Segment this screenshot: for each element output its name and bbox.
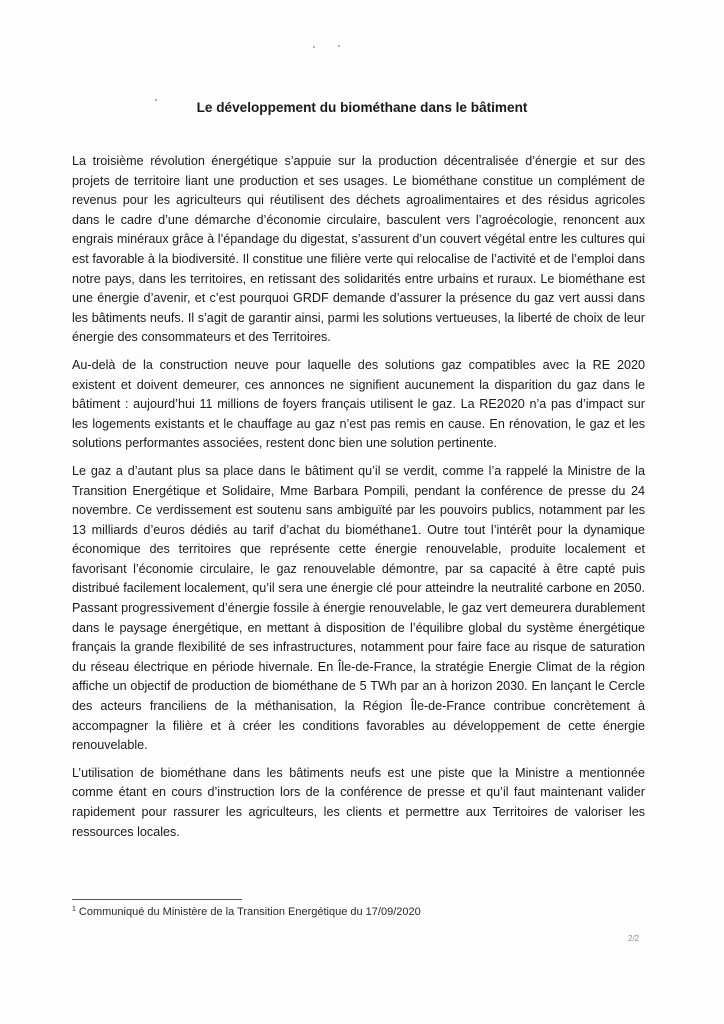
footnote-text: Communiqué du Ministère de la Transition Energétique du 17/09/2020 bbox=[78, 906, 421, 918]
scan-speck bbox=[313, 46, 315, 48]
scan-speck bbox=[338, 45, 340, 47]
footnote-marker: 1 bbox=[72, 906, 76, 913]
paragraph-1: La troisième révolution énergétique s’appuie sur la production décentralisée d’énergie et sur des projets de territoire liant une production et ses usages. Le biométhane constitue un complément de revenus pour les agriculteurs qui réutilisent des déchets agroalimentaires et des résidus agricoles dans le cadre d’une démarche d’économie circulaire, basculent vers l’agroécologie, renoncent aux engrais minéraux grâce à l’épandage du digestat, s’assurent d’un couvert végétal entre les cultures qui est favorable à la biodiversité. Il constitue une filière verte qui relocalise de l’activité et de l’emploi dans notre pays, dans les territoires, en retissant des solidarités entre urbains et ruraux. Le biométhane est une énergie d’avenir, et c’est pourquoi GRDF demande d’assurer la présence du gaz vert aussi dans les bâtiments neufs. Il s’agit de garantir ainsi, parmi les solutions vertueuses, la liberté de choix de leur énergie des consommateurs et des Territoires. bbox=[72, 154, 645, 345]
footnote bbox=[72, 906, 421, 918]
paragraph-3: Le gaz a d’autant plus sa place dans le bâtiment qu’il se verdit, comme l’a rappelé la Ministre de la Transition Energétique et Solidaire, Mme Barbara Pompili, pendant la conférence de presse du 24 novembre. Ce verdissement est soutenu sans ambiguïté par les pouvoirs publics, notamment par les 13 milliards d’euros dédiés au tarif d’achat du biométhane1. Outre tout l’intérêt pour la dynamique économique des territoires que représente cette énergie renouvelable, produite localement et favorisant l’économie circulaire, le gaz renouvelable démontre, par sa capacité à être capté puis distribué facilement localement, qu’il sera une énergie clé pour atteindre la neutralité carbone en 2050. Passant progressivement d’énergie fossile à énergie renouvelable, le gaz vert demeurera durablement dans le paysage énergétique, en mettant à disposition de l’équilibre global du système énergétique français la grande flexibilité de ses infrastructures, notamment pour faire face au risque de saturation du réseau électrique en période hivernale. En Île-de-France, la stratégie Energie Climat de la région affiche un objectif de production de biométhane de 5 TWh par an à horizon 2030. En lançant le Cercle des acteurs franciliens de la méthanisation, la Région Île-de-France contribue concrètement à accompagner la filière et à créer les conditions favorables au développement de cette énergie renouvelable. bbox=[72, 463, 645, 753]
footnote-separator bbox=[72, 899, 242, 900]
paragraph-4: L’utilisation de biométhane dans les bâtiments neufs est une piste que la Ministre a mentionnée comme étant en cours d’instruction lors de la conférence de presse et qu’il faut maintenant valider rapidement pour rassurer les agriculteurs, les clients et permettre aux Territoires de valoriser les ressources locales. bbox=[72, 765, 645, 839]
page-number: 2/2 bbox=[628, 934, 640, 943]
paragraph-2: Au-delà de la construction neuve pour laquelle des solutions gaz compatibles avec la RE 2020 existent et doivent demeurer, ces annonces ne signifient aucunement la disparition du gaz dans le bâtiment : aujourd’hui 11 millions de foyers français utilisent le gaz. La RE2020 n’a pas d’impact sur les logements existants et le chauffage au gaz n’est pas remis en cause. En rénovation, le gaz et les solutions performantes associées, restent donc bien une solution pertinente. bbox=[72, 357, 645, 451]
document-title: Le développement du biométhane dans le bâtiment bbox=[196, 100, 528, 115]
document-body bbox=[72, 152, 645, 850]
